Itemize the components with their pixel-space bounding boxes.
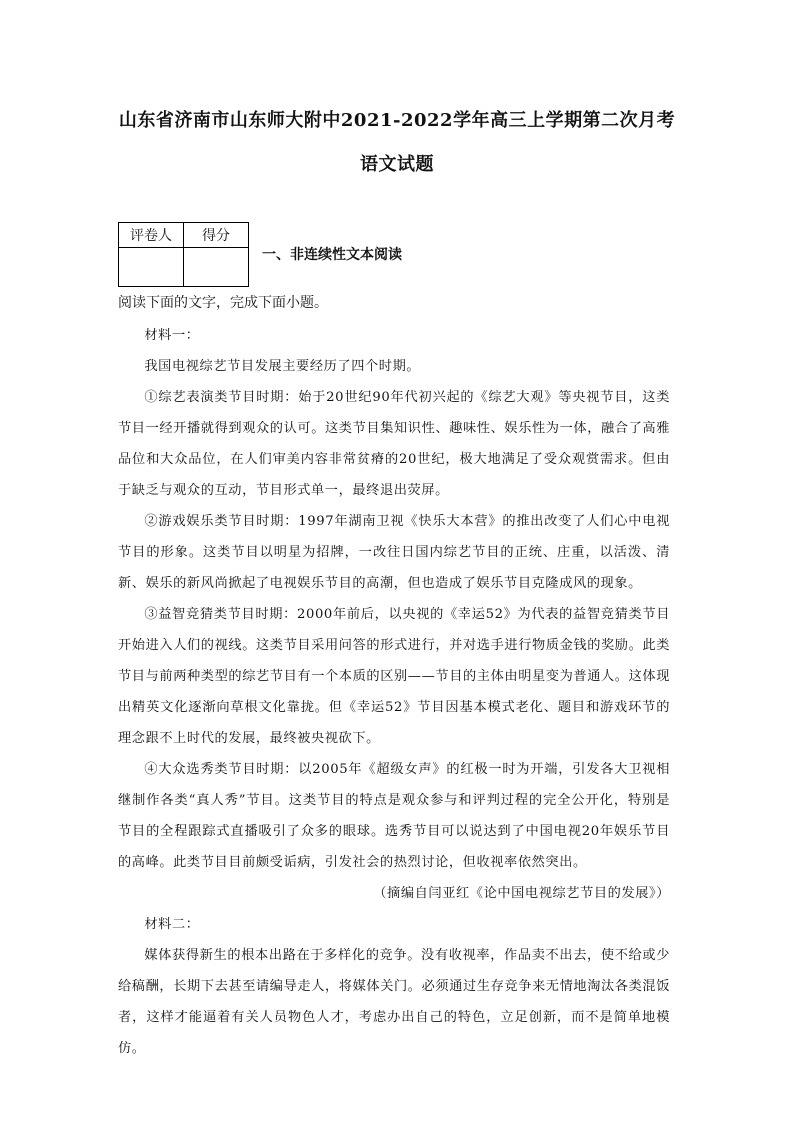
score-cell bbox=[184, 248, 249, 287]
score-label: 得分 bbox=[184, 223, 249, 248]
material-1-paragraph-1: ①综艺表演类节目时期：始于20世纪90年代初兴起的《综艺大观》等央视节目，这类节目一经开播就得到观众的认可。这类节目集知识性、趣味性、娱乐性为一体，融合了高雅品位和大众品位，在人们审美内容非常贫瘠的20世纪，极大地满足了受众观赏需求。但由于缺乏与观众的互动，节目形式单一，最终退出荧屏。 bbox=[118, 390, 670, 498]
grader-cell bbox=[119, 248, 184, 287]
material-1-paragraph-3: ③益智竞猜类节目时期：2000年前后，以央视的《幸运52》为代表的益智竞猜类节目开始进入人们的视线。这类节目采用问答的形式进行，并对选手进行物质金钱的奖励。此类节目与前两种类型的综艺节目有一个本质的区别——节目的主体由明星变为普通人。这体现出精英文化逐渐向草根文化靠拢。但《幸运52》节目因基本模式老化、题目和游戏环节的理念跟不上时代的发展，最终被央视砍下。 bbox=[118, 607, 670, 746]
document-title: 山东省济南市山东师大附中2021-2022学年高三上学期第二次月考 bbox=[118, 110, 676, 131]
section-heading: 一、非连续性文本阅读 bbox=[262, 247, 402, 263]
material-1-paragraph-2: ②游戏娱乐类节目时期：1997年湖南卫视《快乐大本营》的推出改变了人们心中电视节目的形象。这类节目以明星为招牌，一改往日国内综艺节目的正统、庄重，以活泼、清新、娱乐的新风尚掀起了电视娱乐节目的高潮，但也造成了娱乐节目克隆成风的现象。 bbox=[118, 514, 670, 591]
document-subtitle: 语文试题 bbox=[360, 154, 434, 175]
reading-instruction: 阅读下面的文字，完成下面小题。 bbox=[118, 295, 328, 311]
material-2-label: 材料二： bbox=[144, 917, 200, 932]
material-2-paragraph-1: 媒体获得新生的根本出路在于多样化的竞争。没有收视率，作品卖不出去，使不给或少给稿酬，长期下去甚至请编导走人，将媒体关门。必须通过生存竞争来无情地淘汰各类混饭者，这样才能逼着有关人员物色人才，考虑办出自己的特色，立足创新，而不是简单地模仿。 bbox=[118, 948, 670, 1056]
material-1-paragraph-4: ④大众选秀类节目时期：以2005年《超级女声》的红极一时为开端，引发各大卫视相继制作各类“真人秀”节目。这类节目的特点是观众参与和评判过程的完全公开化，特别是节目的全程跟踪式直播吸引了众多的眼球。选秀节目可以说达到了中国电视20年娱乐节目的高峰。此类节目目前颇受诟病，引发社会的热烈讨论，但收视率依然突出。 bbox=[118, 762, 670, 870]
score-box bbox=[118, 222, 249, 287]
material-1-source: （摘编自闫亚红《论中国电视综艺节目的发展》） bbox=[373, 886, 670, 901]
material-1-label: 材料一： bbox=[144, 328, 200, 343]
material-1-intro: 我国电视综艺节目发展主要经历了四个时期。 bbox=[144, 359, 421, 374]
grader-label: 评卷人 bbox=[119, 223, 184, 248]
